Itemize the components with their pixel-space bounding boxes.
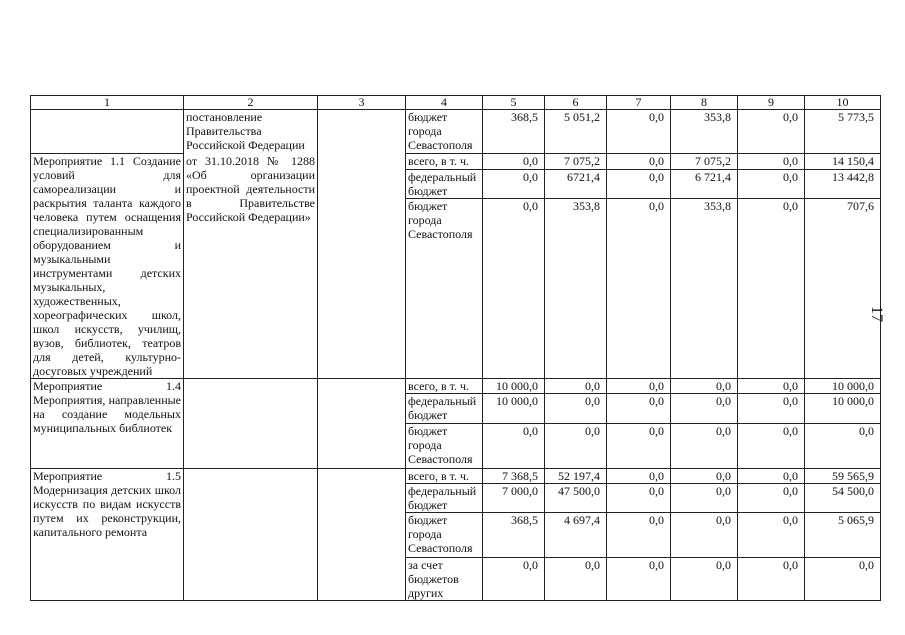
- table-row: [31, 110, 881, 154]
- value-cell: 0,0: [483, 558, 545, 601]
- value-cell: 0,0: [607, 424, 671, 469]
- value-cell: 0,0: [671, 394, 738, 424]
- value-cell: 10 000,0: [483, 394, 545, 424]
- source-cell: всего, в т. ч.: [406, 154, 483, 170]
- table-row: [31, 154, 881, 170]
- value-cell: 59 565,9: [805, 469, 881, 484]
- value-cell: 0,0: [545, 379, 607, 394]
- source-cell: федеральный бюджет: [406, 394, 483, 424]
- header-cell: 1: [31, 96, 184, 110]
- source-cell: за счет бюджетов других: [406, 558, 483, 601]
- value-cell: 6 721,4: [671, 170, 738, 199]
- value-cell: 0,0: [738, 154, 805, 170]
- value-cell: 13 442,8: [805, 170, 881, 199]
- value-cell: 0,0: [738, 469, 805, 484]
- table-cell: [318, 469, 406, 601]
- value-cell: 0,0: [671, 558, 738, 601]
- source-cell: бюджет города Севастополя: [406, 424, 483, 469]
- value-cell: 7 075,2: [545, 154, 607, 170]
- value-cell: 5 773,5: [805, 110, 881, 154]
- source-cell: всего, в т. ч.: [406, 379, 483, 394]
- header-cell: 9: [738, 96, 805, 110]
- value-cell: 4 697,4: [545, 513, 607, 558]
- value-cell: 0,0: [483, 154, 545, 170]
- value-cell: 0,0: [738, 394, 805, 424]
- value-cell: 0,0: [607, 513, 671, 558]
- value-cell: 0,0: [671, 469, 738, 484]
- value-cell: 10 000,0: [805, 379, 881, 394]
- value-cell: 5 051,2: [545, 110, 607, 154]
- table-cell: [318, 110, 406, 154]
- value-cell: 7 000,0: [483, 484, 545, 513]
- value-cell: 0,0: [738, 379, 805, 394]
- value-cell: 0,0: [545, 394, 607, 424]
- value-cell: 0,0: [483, 424, 545, 469]
- source-cell: бюджет города Севастополя: [406, 199, 483, 379]
- page-number: 17: [868, 306, 885, 322]
- source-cell: бюджет города Севастополя: [406, 110, 483, 154]
- value-cell: 353,8: [671, 110, 738, 154]
- measure-title-cell: Мероприятие 1.4 Мероприятия, направленные на создание модельных муниципальных библиотек: [31, 379, 184, 469]
- table-row: [31, 469, 881, 484]
- header-cell: 5: [483, 96, 545, 110]
- measure-title-cell: Мероприятие 1.1 Создание условий для самореализации и раскрытия таланта каждого человека путем оснащения специализированным оборудованием и музыкальными инструментами детских музыкальных, художественных, хореографических школ, школ искусств, училищ, вузов, библиотек, театров для детей, культурно-досуговых учреждений: [31, 154, 184, 379]
- value-cell: 0,0: [671, 513, 738, 558]
- value-cell: 0,0: [483, 170, 545, 199]
- value-cell: 368,5: [483, 110, 545, 154]
- value-cell: 0,0: [738, 170, 805, 199]
- source-cell: федеральный бюджет: [406, 484, 483, 513]
- value-cell: 0,0: [738, 558, 805, 601]
- value-cell: 14 150,4: [805, 154, 881, 170]
- value-cell: 0,0: [607, 469, 671, 484]
- value-cell: 368,5: [483, 513, 545, 558]
- value-cell: 0,0: [607, 110, 671, 154]
- value-cell: 0,0: [738, 110, 805, 154]
- value-cell: 52 197,4: [545, 469, 607, 484]
- table-cell: [31, 110, 184, 154]
- source-cell: всего, в т. ч.: [406, 469, 483, 484]
- measure-title-cell: Мероприятие 1.5 Модернизация детских школ искусств по видам искусств путем их реконструкции, капитального ремонта: [31, 469, 184, 601]
- value-cell: 0,0: [607, 558, 671, 601]
- value-cell: 353,8: [545, 199, 607, 379]
- value-cell: 0,0: [671, 424, 738, 469]
- table-cell: [318, 154, 406, 379]
- legal-basis-cell: постановление Правительства Российской Федерации: [184, 110, 318, 154]
- value-cell: 5 065,9: [805, 513, 881, 558]
- header-cell: 10: [805, 96, 881, 110]
- table-cell: [184, 469, 318, 601]
- value-cell: 10 000,0: [805, 394, 881, 424]
- header-cell: 8: [671, 96, 738, 110]
- value-cell: 0,0: [607, 484, 671, 513]
- header-row: [31, 96, 881, 110]
- header-cell: 7: [607, 96, 671, 110]
- legal-basis-cell: от 31.10.2018 № 1288 «Об организации проектной деятельности в Правительстве Российской Федерации»: [184, 154, 318, 379]
- value-cell: 47 500,0: [545, 484, 607, 513]
- value-cell: 0,0: [738, 513, 805, 558]
- value-cell: 6721,4: [545, 170, 607, 199]
- source-cell: бюджет города Севастополя: [406, 513, 483, 558]
- value-cell: 54 500,0: [805, 484, 881, 513]
- source-cell: федеральный бюджет: [406, 170, 483, 199]
- value-cell: 0,0: [607, 170, 671, 199]
- header-cell: 2: [184, 96, 318, 110]
- value-cell: 0,0: [738, 424, 805, 469]
- value-cell: 0,0: [607, 199, 671, 379]
- value-cell: 707,6: [805, 199, 881, 379]
- value-cell: 0,0: [671, 379, 738, 394]
- value-cell: 0,0: [738, 199, 805, 379]
- budget-table: [30, 95, 881, 601]
- value-cell: 0,0: [607, 379, 671, 394]
- header-cell: 6: [545, 96, 607, 110]
- value-cell: 0,0: [483, 199, 545, 379]
- value-cell: 0,0: [545, 424, 607, 469]
- value-cell: 0,0: [607, 154, 671, 170]
- value-cell: 353,8: [671, 199, 738, 379]
- header-cell: 4: [406, 96, 483, 110]
- value-cell: 0,0: [545, 558, 607, 601]
- header-cell: 3: [318, 96, 406, 110]
- table-cell: [318, 379, 406, 469]
- value-cell: 0,0: [805, 424, 881, 469]
- value-cell: 0,0: [738, 484, 805, 513]
- value-cell: 7 075,2: [671, 154, 738, 170]
- table-row: [31, 379, 881, 394]
- value-cell: 0,0: [805, 558, 881, 601]
- table-cell: [184, 379, 318, 469]
- value-cell: 0,0: [607, 394, 671, 424]
- value-cell: 7 368,5: [483, 469, 545, 484]
- value-cell: 10 000,0: [483, 379, 545, 394]
- value-cell: 0,0: [671, 484, 738, 513]
